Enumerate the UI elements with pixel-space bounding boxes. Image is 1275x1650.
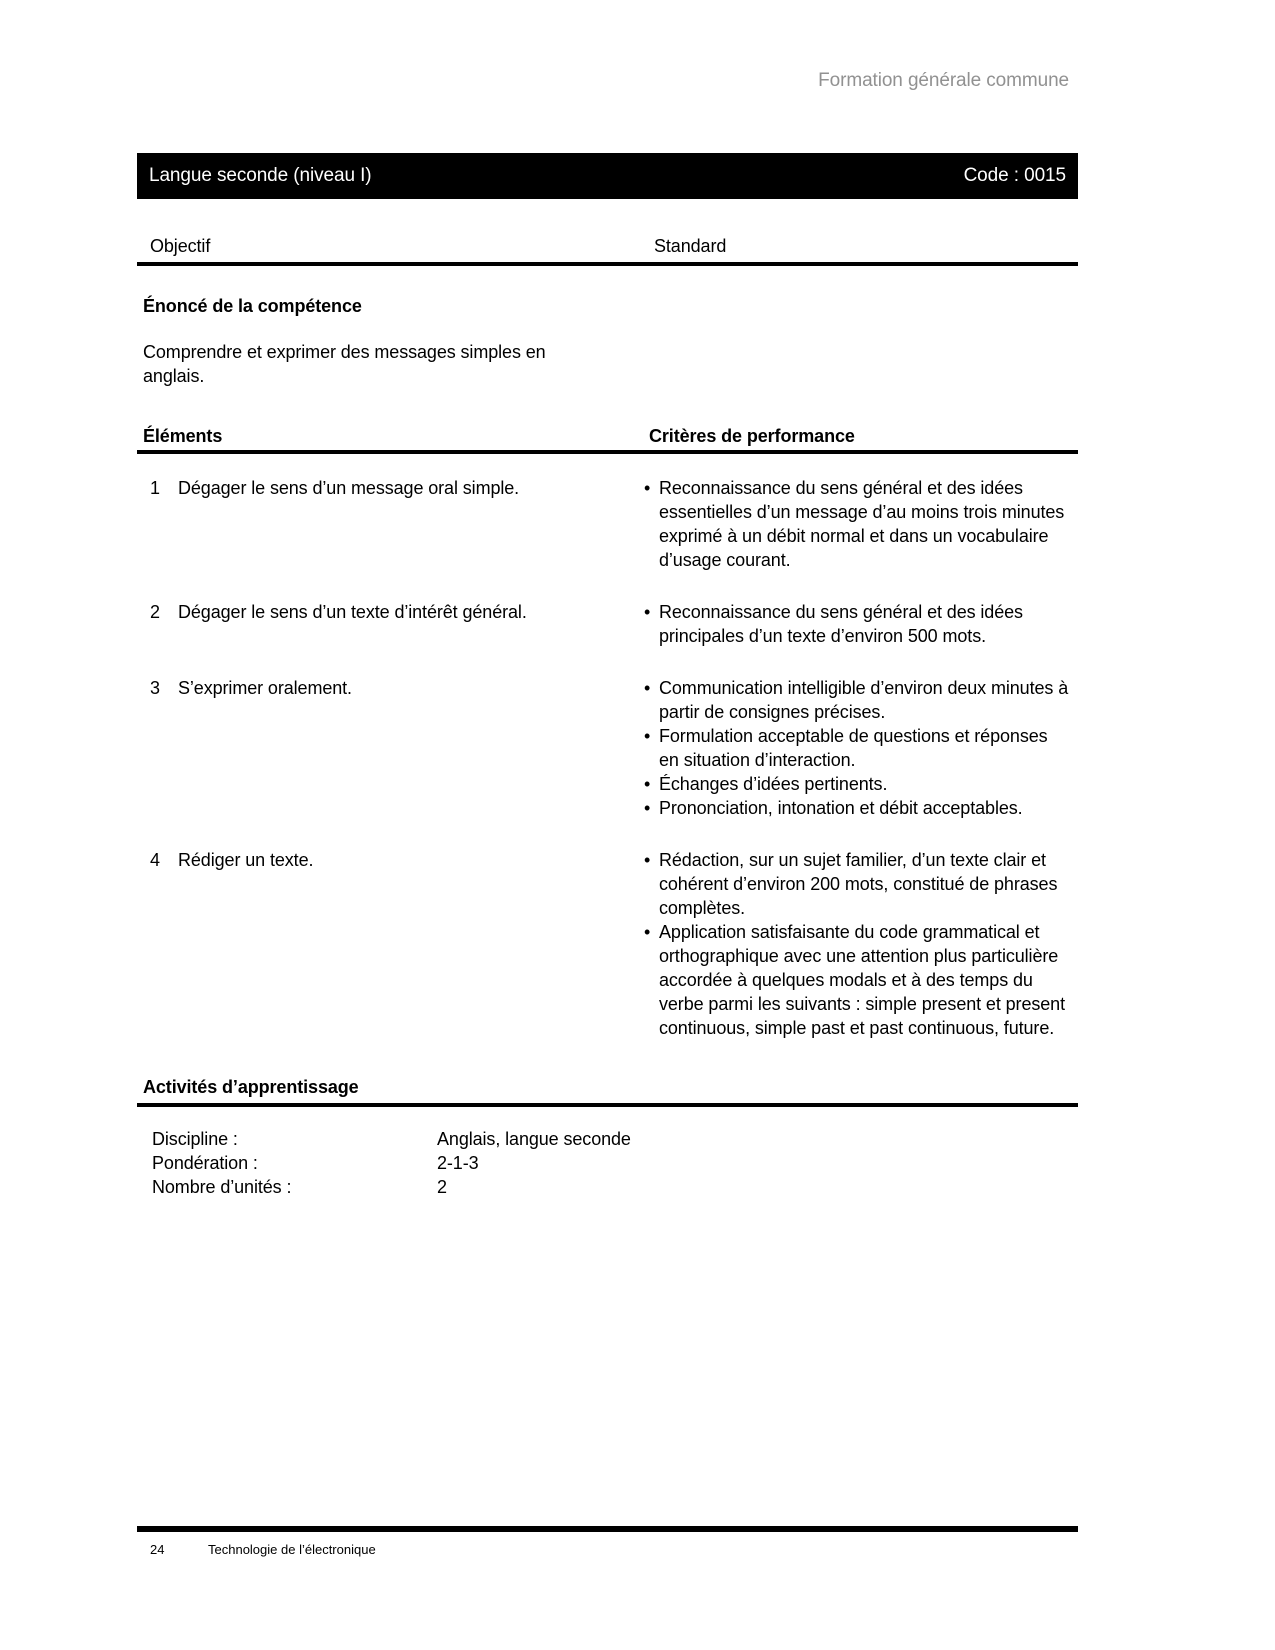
competence-statement: Comprendre et exprimer des messages simples en anglais.	[143, 342, 546, 386]
running-header: Formation générale commune	[818, 70, 1069, 91]
criteria-list	[643, 600, 1078, 648]
element-number: 2	[150, 602, 160, 622]
info-value-unites: 2	[437, 1177, 447, 1197]
criterion-bullet-item: • Communication intelligible d’environ deux minutes à partir de consignes précises.	[643, 676, 1069, 724]
info-label-discipline: Discipline :	[152, 1129, 238, 1149]
element-left-cell	[137, 676, 643, 820]
element-label: S’exprimer oralement.	[178, 678, 352, 698]
element-label: Dégager le sens d’un texte d’intérêt général.	[178, 602, 527, 622]
element-left-cell	[137, 848, 643, 1040]
element-number: 4	[150, 850, 160, 870]
column-header-standard: Standard	[654, 236, 727, 256]
element-row-1	[137, 476, 1078, 572]
footer-page-number: 24	[150, 1542, 165, 1557]
objectif-standard-divider	[137, 262, 1078, 266]
info-value-discipline: Anglais, langue seconde	[437, 1129, 631, 1149]
criterion-bullet-item: • Rédaction, sur un sujet familier, d’un texte clair et cohérent d’environ 200 mots, constitué de phrases complètes.	[643, 848, 1069, 920]
info-value-ponderation: 2-1-3	[437, 1153, 479, 1173]
page-footer	[137, 1526, 1078, 1558]
section-heading-activities: Activités d’apprentissage	[143, 1077, 359, 1097]
element-row-2	[137, 600, 1078, 648]
section-heading-competence: Énoncé de la compétence	[143, 296, 362, 316]
footer-divider	[137, 1526, 1078, 1532]
criterion-bullet-item: • Reconnaissance du sens général et des idées principales d’un texte d’environ 500 mots.	[643, 600, 1069, 648]
column-header-objectif: Objectif	[150, 236, 211, 256]
elements-divider	[137, 450, 1078, 454]
element-left-cell	[137, 476, 643, 572]
element-number: 1	[150, 478, 160, 498]
criterion-bullet-item: • Prononciation, intonation et débit acceptables.	[643, 796, 1069, 820]
element-label: Rédiger un texte.	[178, 850, 314, 870]
course-title: Langue seconde (niveau I)	[149, 165, 372, 186]
element-row-3	[137, 676, 1078, 820]
criterion-bullet-item: • Reconnaissance du sens général et des idées essentielles d’un message d’au moins trois minutes exprimé à un débit normal et dans un vocabulaire d’usage courant.	[643, 476, 1069, 572]
criteria-list	[643, 848, 1078, 1040]
course-title-bar	[137, 153, 1078, 199]
criterion-bullet-item: • Échanges d’idées pertinents.	[643, 772, 1069, 796]
course-code: Code : 0015	[963, 165, 1066, 186]
footer-row	[137, 1542, 1078, 1558]
elements-criteria-header	[137, 426, 1078, 446]
criterion-bullet-item: • Formulation acceptable de questions et réponses en situation d’interaction.	[643, 724, 1069, 772]
footer-document-title: Technologie de l’électronique	[208, 1542, 376, 1557]
page-content	[137, 0, 1078, 1199]
objectif-standard-header	[137, 234, 1078, 258]
criteria-list	[643, 476, 1078, 572]
info-label-unites: Nombre d’unités :	[152, 1177, 292, 1197]
elements-list	[137, 476, 1078, 1040]
info-label-ponderation: Pondération :	[152, 1153, 258, 1173]
column-header-criteres: Critères de performance	[649, 426, 855, 446]
criterion-bullet-item: • Application satisfaisante du code grammatical et orthographique avec une attention plus particulière accordée à quelques modals et à des temps du verbe parmi les suivants : simple present et present continuous, simple past et past continuous, future.	[643, 920, 1069, 1040]
activities-info-table	[137, 1127, 1078, 1199]
element-row-4	[137, 848, 1078, 1040]
column-header-elements: Éléments	[143, 426, 223, 446]
activities-divider	[137, 1103, 1078, 1107]
element-label: Dégager le sens d’un message oral simple.	[178, 478, 520, 498]
element-left-cell	[137, 600, 643, 648]
criteria-list	[643, 676, 1078, 820]
element-number: 3	[150, 678, 160, 698]
